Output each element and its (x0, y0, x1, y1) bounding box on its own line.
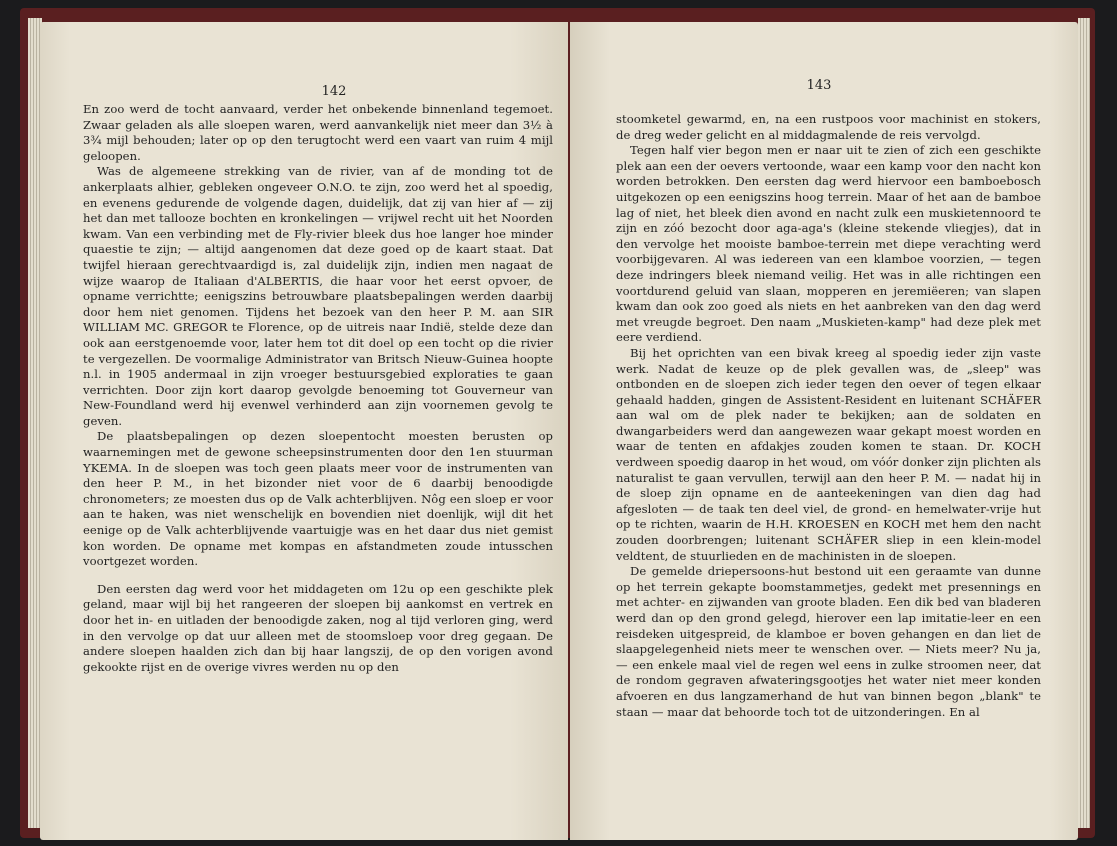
page-text (83, 102, 553, 675)
paragraph: Bij het oprichten van een bivak kreeg al spoedig ieder zijn vaste werk. Nadat de keuze op de plek gevallen was, de „sleep" was ontbonden en de sloepen zich ieder tegen den oever of tegen elkaar gehaald hadden, gingen de Assistent-Resident en luitenant SCHÄFER aan wal om de plek nader te bekijken; aan de soldaten en dwangarbeiders werd dan aangewezen waar gekapt moest worden en waar de tenten en afdakjes zouden komen te staan. Dr. KOCH verdween spoedig daarop in het woud, om vóór donker zijn plichten als naturalist te gaan vervullen, terwijl aan den heer P. M. — nadat hij in de sloep zijn opname en de aanteekeningen van dien dag had afgesloten — de taak ten deel viel, de grond- en hemelwater-vrije hut op te richten, waarin de H.H. KROESEN en KOCH met hem den nacht zouden doorbrengen; luitenant SCHÄFER sliep in een klein-model veldtent, de stuurlieden en de machinisten in de sloepen. (616, 345, 1041, 563)
paragraph: De gemelde driepersoons-hut bestond uit een geraamte van dunne op het terrein gekapte boomstammetjes, gedekt met presennings en met achter- en zijwanden van groote bladen. Een dik bed van bladeren werd dan op den grond gelegd, hierover een lap imitatie-leer en een reisdeken uitgespreid, de klamboe er boven gehangen en dan liet de slaapgelegenheid niets meer te wenschen over. — Niets meer? Nu ja, — een enkele maal viel de regen wel eens in zulke stroomen neer, dat de rondom gegraven afwateringsgootjes het water niet meer konden afvoeren en dus langzamerhand de hut van binnen begon „blank" te staan — maar dat behoorde toch tot de uitzonderingen. En al (616, 564, 1041, 719)
paragraph: Was de algemeene strekking van de rivier, van af de monding tot de ankerplaats alhier, gebleken ongeveer O.N.O. te zijn, zoo werd het al spoedig, en evenens gedurende de volgende dagen, duidelijk, dat zij van hier af — zij het dan met tallooze bochten en kronkelingen — vrijwel recht uit het Noorden kwam. Van een verbinding met de Fly-rivier bleek dus hoe langer hoe minder quaestie te zijn; — altijd aangenomen dat deze goed op de kaart staat. Dat twijfel hieraan gerechtvaardigd is, zal duidelijk zijn, indien men nagaat de wijze waarop de Italiaan d'ALBERTIS, die haar voor het eerst opvoer, de opname verrichtte; eenigszins betrouwbare plaatsbepalingen werden daarbij door hem niet genomen. Tijdens het bezoek van den heer P. M. aan SIR WILLIAM MC. GREGOR te Florence, op de uitreis naar Indië, stelde deze dan ook aan eerstgenoemde voor, later hem tot dit doel op een tocht op die rivier te vergezellen. De voormalige Administrator van Britsch Nieuw-Guinea hoopte n.l. in 1905 andermaal in zijn vroeger bestuursgebied exploraties te gaan verrichten. Door zijn kort daarop gevolgde benoeming tot Gouverneur van New-Foundland werd hij evenwel verhinderd aan zijn voornemen gevolg te geven. (83, 164, 553, 428)
right-page (570, 22, 1078, 840)
page-edges-right (1078, 18, 1090, 828)
left-page (40, 22, 568, 840)
page-number: 142 (321, 84, 347, 99)
paragraph: stoomketel gewarmd, en, na een rustpoos voor machinist en stokers, de dreg weder gelicht en al middagmalende de reis vervolgd. (616, 112, 1041, 142)
page-number: 143 (806, 78, 832, 93)
paragraph: Den eersten dag werd voor het middageten om 12u op een geschikte plek geland, maar wijl bij het rangeeren der sloepen bij aankomst en vertrek en door het in- en uitladen der benoodigde zaken, nog al tijd verloren ging, werd in den vervolge op dat uur alleen met de stoomsloep voor dreg gegaan. De andere sloepen haalden zich dan bij haar langszij, de op den vorigen avond gekookte rijst en de overige vivres werden nu op den (83, 581, 553, 674)
page-text (616, 112, 1041, 720)
paragraph: De plaatsbepalingen op dezen sloepentocht moesten berusten op waarnemingen met de gewone scheepsinstrumenten door den 1en stuurman YKEMA. In de sloepen was toch geen plaats meer voor de instrumenten van den heer P. M., in het bizonder niet voor de 6 daarbij benoodigde chronometers; ze moesten dus op de Valk achterblijven. Nôg een sloep er voor aan te haken, was niet wenschelijk en bovendien niet doenlijk, wijl dit het eenige op de Valk achterblijvende vaartuigje was en het daar dus niet gemist kon worden. De opname met kompas en afstandmeten zoude intusschen voortgezet worden. (83, 429, 553, 569)
paragraph: Tegen half vier begon men er naar uit te zien of zich een geschikte plek aan een der oevers vertoonde, waar een kamp voor den nacht kon worden betrokken. Den eersten dag werd hiervoor een bamboebosch uitgekozen op een eenigszins hoog terrein. Maar of het aan de bamboe lag of niet, het bleek dien avond en nacht zulk een muskietennoord te zijn en zóó bezocht door aga-aga's (kleine stekende vliegjes), dat in den vervolge het mooiste bamboe-terrein met diepe verachting werd voorbijgevaren. Al was iedereen van een klamboe voorzien, — tegen deze indringers bleek niemand veilig. Het was in alle richtingen een voortdurend geluid van slaan, mopperen en jeremiëeren; van slapen kwam dan ook zoo goed als niets en het aanbreken van den dag werd met vreugde begroet. Den naam „Muskieten-kamp" had deze plek met eere verdiend. (616, 143, 1041, 345)
paragraph: En zoo werd de tocht aanvaard, verder het onbekende binnenland tegemoet. Zwaar geladen als alle sloepen waren, werd aanvankelijk niet meer dan 3½ à 3¾ mijl behouden; later op op den terugtocht werd een vaart van ruim 4 mijl geloopen. (83, 102, 553, 163)
